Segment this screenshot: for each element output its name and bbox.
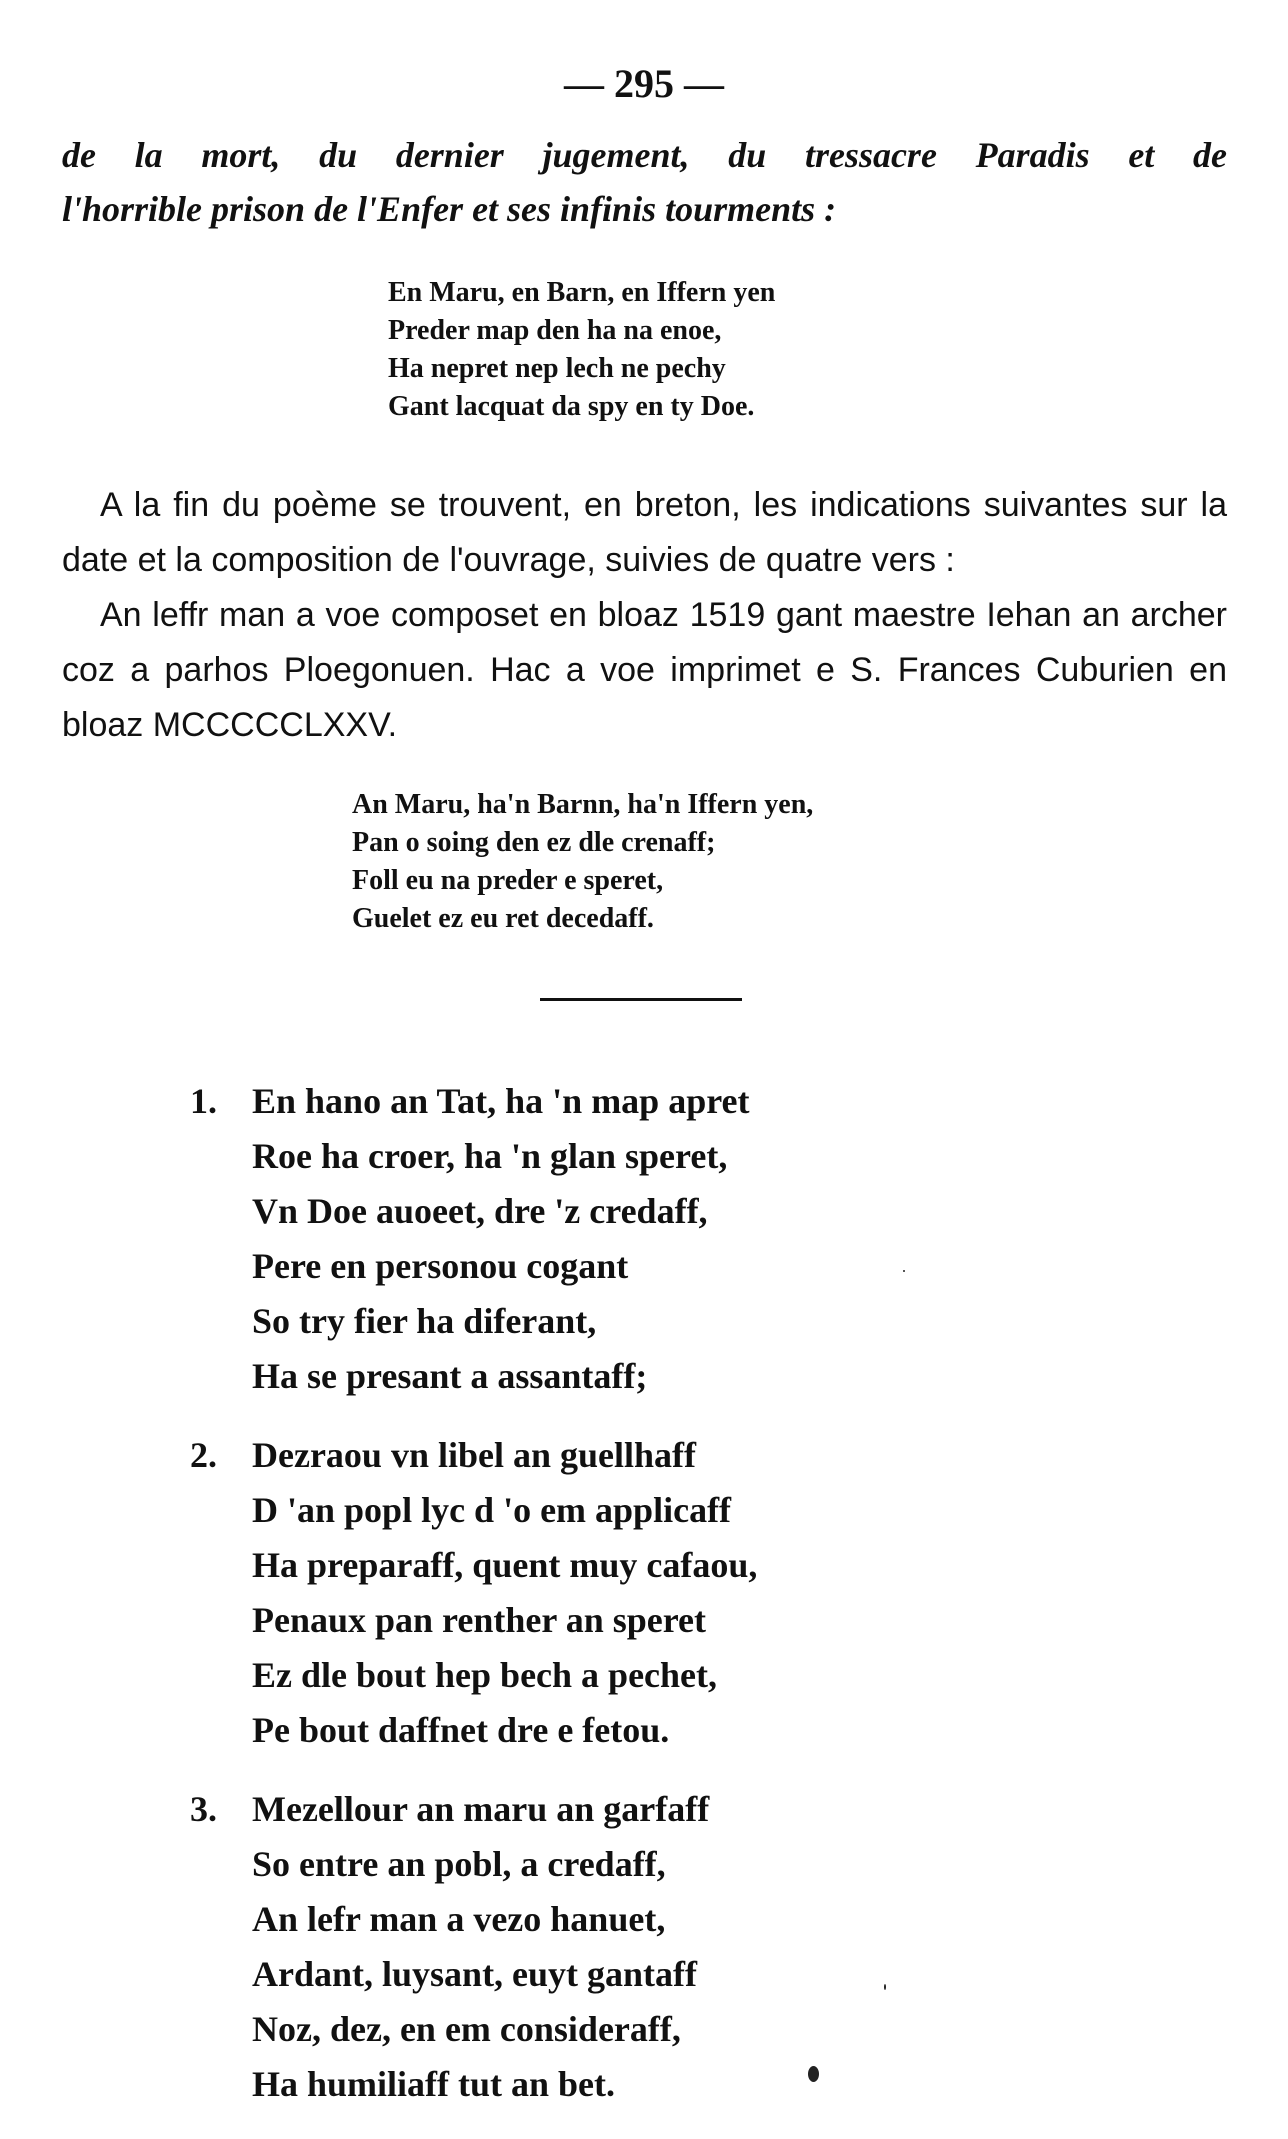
- title-line: l'horrible prison de l'Enfer et ses infinis tourments :: [62, 189, 837, 229]
- stanza-line: Mezellour an maru an garfaff: [252, 1789, 710, 1829]
- stanza-3: [190, 1782, 709, 2112]
- stanza-line: An lefr man a vezo hanuet,: [252, 1899, 666, 1939]
- stanza-line: Pe bout daffnet dre e fetou.: [252, 1710, 670, 1750]
- prose-body: [62, 478, 1227, 753]
- verse-line: Preder map den ha na enoe,: [388, 315, 722, 346]
- stanza-line: Ardant, luysant, euyt gantaff: [252, 1954, 698, 1994]
- verse-quatrain-1: [388, 274, 775, 426]
- section-divider: [540, 998, 742, 1001]
- stanza-line: Roe ha croer, ha 'n glan speret,: [252, 1136, 728, 1176]
- verse-line: En Maru, en Barn, en Iffern yen: [388, 277, 776, 308]
- stanza-line: So try fier ha diferant,: [252, 1301, 597, 1341]
- verse-line: Foll eu na preder e speret,: [352, 865, 664, 896]
- stanza-number: 3.: [190, 1789, 217, 1829]
- ink-speck: [808, 2066, 819, 2082]
- stanza-line: Dezraou vn libel an guellhaff: [252, 1435, 697, 1475]
- stanza-1: [190, 1074, 750, 1404]
- verse-line: An Maru, ha'n Barnn, ha'n Iffern yen,: [352, 789, 814, 820]
- stanza-line: Ha humiliaff tut an bet.: [252, 2064, 616, 2104]
- stanza-line: So entre an pobl, a credaff,: [252, 1844, 666, 1884]
- verse-quatrain-2: [352, 786, 813, 938]
- stanza-line: Penaux pan renther an speret: [252, 1600, 707, 1640]
- verse-line: Pan o soing den ez dle crenaff;: [352, 827, 716, 858]
- section-title: [62, 128, 1227, 236]
- stanza-line: Noz, dez, en em consideraff,: [252, 2009, 681, 2049]
- stanza-line: Ez dle bout hep bech a pechet,: [252, 1655, 718, 1695]
- ink-speck: [884, 1984, 886, 1990]
- page-number: — 295 —: [564, 61, 724, 106]
- stanza-line: En hano an Tat, ha 'n map apret: [252, 1081, 750, 1121]
- title-line: de la mort, du dernier jugement, du tressacre Paradis et de: [62, 135, 1227, 175]
- stanza-2: [190, 1428, 757, 1758]
- stanza-line: D 'an popl lyc d 'o em applicaff: [252, 1490, 732, 1530]
- stanza-line: Vn Doe auoeet, dre 'z credaff,: [252, 1191, 708, 1231]
- stanza-line: Ha se presant a assantaff;: [252, 1356, 648, 1396]
- paragraph-colophon: An leffr man a voe composet en bloaz 1519 gant maestre Iehan an archer coz a parhos Ploegonuen. Hac a voe imprimet e S. Frances Cuburien en bloaz MCCCCCLXXV.: [62, 596, 1227, 744]
- verse-line: Gant lacquat da spy en ty Doe.: [388, 391, 755, 422]
- stanza-line: Ha preparaff, quent muy cafaou,: [252, 1545, 758, 1585]
- stanza-number: 1.: [190, 1081, 217, 1121]
- verse-line: Ha nepret nep lech ne pechy: [388, 353, 726, 384]
- paragraph-intro: A la fin du poème se trouvent, en breton, les indications suivantes sur la date et la composition de l'ouvrage, suivies de quatre vers :: [62, 486, 1227, 579]
- verse-line: Guelet ez eu ret decedaff.: [352, 903, 654, 934]
- ink-speck: [903, 1270, 905, 1272]
- stanza-line: Pere en personou cogant: [252, 1246, 629, 1286]
- stanza-number: 2.: [190, 1435, 217, 1475]
